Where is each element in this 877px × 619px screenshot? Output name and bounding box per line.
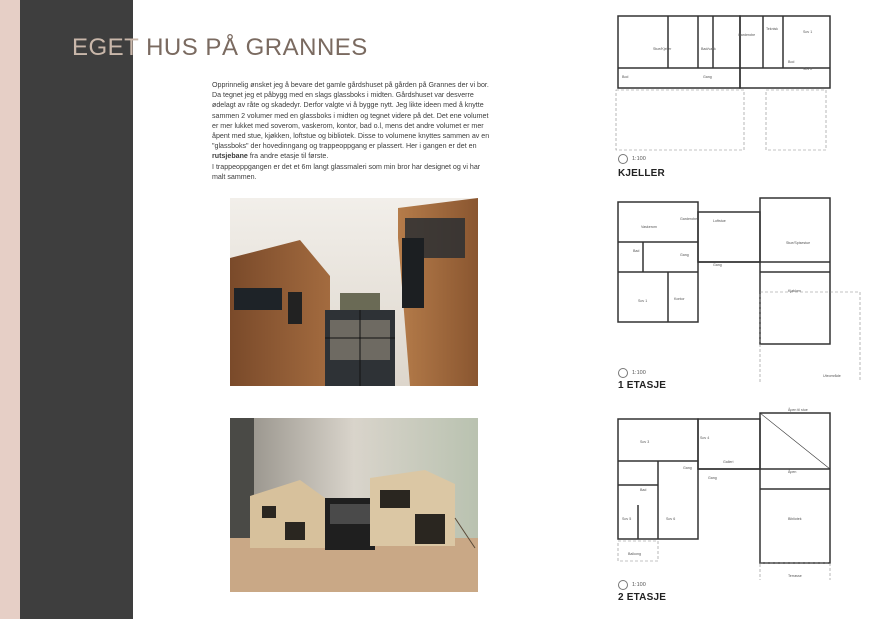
- room-label: Åpen til stue: [788, 408, 808, 412]
- text-line: malt sammen.: [212, 172, 257, 181]
- floor-label-2-etasje: 2 ETASJE: [618, 592, 667, 603]
- room-label: Stue/Spisestue: [786, 241, 811, 245]
- room-label: Kontor: [674, 297, 685, 301]
- side-stripe-dark: [20, 0, 133, 619]
- room-label: Stue/Kjeller: [653, 47, 672, 51]
- room-label: Gang: [703, 75, 712, 79]
- floor-label-kjeller: KJELLER: [618, 168, 665, 179]
- page-title: [72, 34, 368, 62]
- floor-label-1-etasje: 1 ETASJE: [618, 380, 667, 391]
- floorplan-1-etasje: [598, 192, 868, 391]
- room-label: Teknisk: [766, 27, 778, 31]
- scale-circle-icon: [618, 580, 628, 590]
- room-label: Galleri: [723, 460, 734, 464]
- text-line: ødelagt av råte og skadedyr. Derfor valgte vi å bygge nytt. Jeg likte ideen med å knytte: [212, 101, 484, 110]
- room-label: Sov 2: [803, 67, 813, 71]
- room-label: Gang: [683, 466, 692, 470]
- text-line: Opprinnelig ønsket jeg å bevare det gamle gårdshuset på gården på Grannes der vi bor.: [212, 81, 489, 89]
- room-label: Garderobe: [738, 33, 756, 37]
- scale-text: 1:100: [632, 156, 646, 162]
- room-label: Sov 5: [622, 517, 632, 521]
- room-label: Bod: [788, 60, 795, 64]
- room-label: Kjøkken: [788, 289, 801, 293]
- room-label: Bad: [633, 249, 640, 253]
- room-label: Gang: [680, 253, 689, 257]
- room-label: Bad: [640, 488, 647, 492]
- side-stripe-pink: [0, 0, 20, 619]
- room-label: Sov 1: [803, 30, 813, 34]
- house-exterior-photo: [230, 198, 478, 386]
- text-line: Da tegnet jeg et påbygg med en slags glassboks i midten. Gårdshuset var desverre: [212, 91, 474, 100]
- room-label: Åpen: [788, 470, 797, 474]
- scale-text: 1:100: [632, 370, 646, 376]
- room-label: Bad/vask: [701, 47, 716, 51]
- text-line: "glassboks" der hovedinngang og trappeoppgang er plassert. Her i gangen er det en: [212, 142, 477, 151]
- text-line: I trappeoppgangen er det et 6m langt glassmaleri som min bror har designet og vi har: [212, 162, 481, 171]
- highlight-word: rutsjebane: [212, 152, 248, 161]
- room-label: Sov 3: [640, 440, 650, 444]
- room-label: Bod: [622, 75, 629, 79]
- room-label: Bibliotek: [788, 517, 802, 521]
- text-line: er mer lukket med soverom, vaskerom, kontor, bad o.l, mens det andre volumet er mer: [212, 121, 484, 130]
- description-text: [212, 80, 542, 182]
- room-label: Gang: [708, 476, 717, 480]
- room-label: Uteområde: [823, 374, 841, 378]
- title-word1: EGET: [72, 34, 139, 61]
- title-rest: HUS PÅ GRANNES: [138, 34, 368, 61]
- house-model-photo: [230, 418, 478, 592]
- room-label: Gang: [713, 263, 722, 267]
- floorplan-kjeller: [598, 8, 868, 179]
- text-line: sammen 2 volumer med en glassboks i midten og tegnet videre på det. Det ene volumet: [212, 111, 489, 120]
- room-label: Garderobe: [680, 217, 698, 221]
- text-line: rutsjebane fra andre etasje til første.: [212, 152, 329, 161]
- room-label: Vaskerom: [641, 225, 657, 229]
- room-label: Sov 6: [666, 517, 676, 521]
- room-label: Loftstue: [713, 219, 726, 223]
- room-label: Terrasse: [788, 574, 802, 578]
- text-line: åpent med stue, kjøkken, loftstue og bibliotek. Disse to volumene knyttes sammen av en: [212, 132, 490, 141]
- scale-text: 1:100: [632, 582, 646, 588]
- scale-circle-icon: [618, 154, 628, 164]
- scale-circle-icon: [618, 368, 628, 378]
- floorplan-2-etasje: [598, 405, 868, 603]
- room-label: Sov 4: [700, 436, 710, 440]
- room-label: Balkong: [628, 552, 641, 556]
- room-label: Sov 1: [638, 299, 648, 303]
